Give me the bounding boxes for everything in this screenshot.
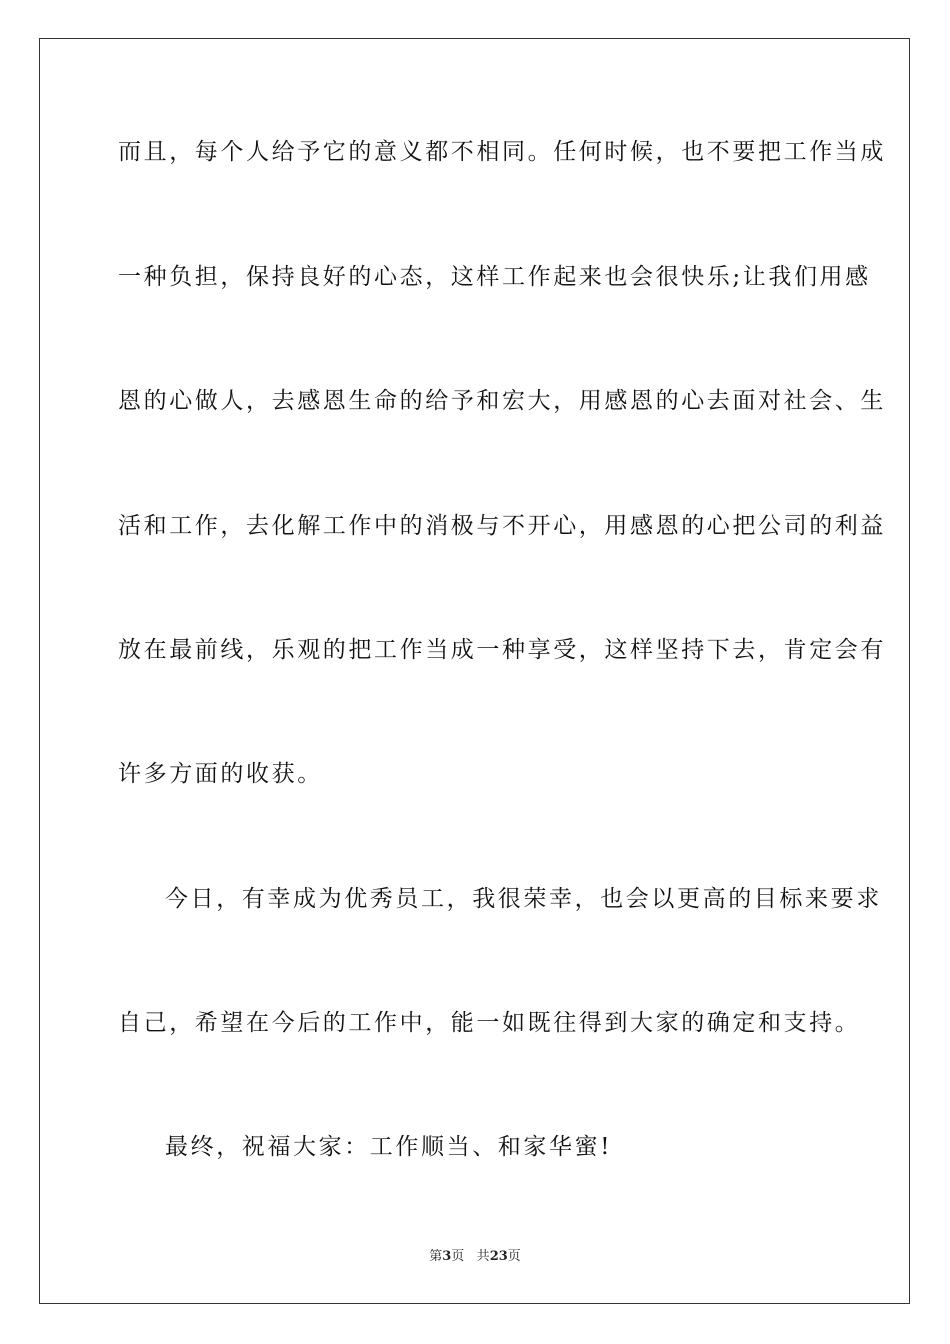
paragraph-line-8: 自己，希望在今后的工作中，能一如既往得到大家的确定和支持。 [118,1010,861,1036]
paragraph-line-9: 最终，祝福大家：工作顺当、和家华蜜! [165,1134,613,1160]
page-label-suffix: 页 [451,1249,465,1264]
total-label-suffix: 页 [507,1249,521,1264]
total-label-prefix: 共 [476,1249,490,1264]
total-pages: 23 [489,1249,508,1264]
paragraph-line-6: 许多方面的收获。 [118,761,323,787]
paragraph-line-7: 今日，有幸成为优秀员工，我很荣幸，也会以更高的目标来要求 [165,886,882,912]
page-label-prefix: 第 [429,1249,443,1264]
paragraph-line-5: 放在最前线，乐观的把工作当成一种享受，这样坚持下去，肯定会有 [118,637,886,663]
page-number: 3 [442,1249,452,1264]
page-footer [0,1248,950,1266]
paragraph-line-4: 活和工作，去化解工作中的消极与不开心，用感恩的心把公司的利益 [118,513,886,539]
paragraph-line-3: 恩的心做人，去感恩生命的给予和宏大，用感恩的心去面对社会、生 [118,388,886,414]
paragraph-line-2: 一种负担，保持良好的心态，这样工作起来也会很快乐;让我们用感 [118,264,871,290]
page-border [39,38,910,1304]
paragraph-line-1: 而且，每个人给予它的意义都不相同。任何时候，也不要把工作当成 [118,139,886,165]
